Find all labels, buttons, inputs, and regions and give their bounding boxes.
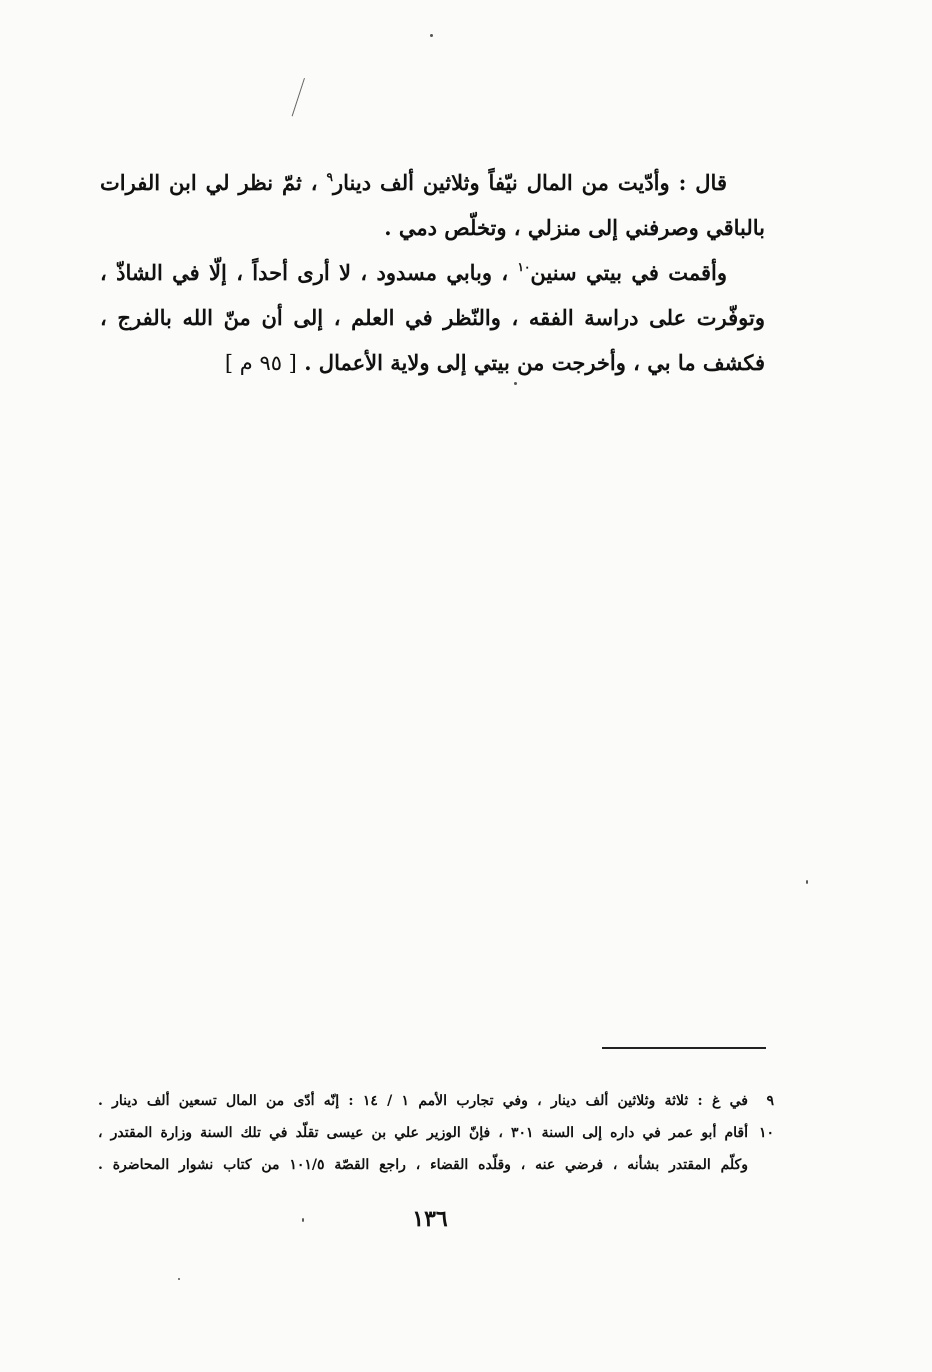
paragraph-text: قال : وأدّيت من المال نيّفاً وثلاثين ألف دينار <box>333 170 727 195</box>
footnote-line: وكلّم المقتدر بشأنه ، فرضي عنه ، وقلّده القضاء ، راجع القصّة ١٠١/٥ من كتاب نشوار المحاضرة . <box>98 1157 748 1173</box>
paragraph-text: ، وبابي مسدود ، لا أرى أحداً ، إلّا في الشاذّ ، وتوفّرت على دراسة الفقه ، والنّظر في العلم ، إلى أن منّ الله بالفرج ، فكشف ما بي ، وأخرجت من بيتي إلى ولاية الأعمال . <box>100 260 765 375</box>
page-reference: [ ٩٥ م ] <box>224 351 297 375</box>
paragraph-text: ، ثمّ نظر لي ابن الفرات بالباقي وصرفني إلى منزلي ، وتخلّص دمي . <box>100 170 765 240</box>
page-number: ١٣٦ <box>412 1206 448 1232</box>
footnote-separator <box>602 1047 766 1049</box>
scan-speck <box>178 1278 180 1280</box>
paragraph-text: وأقمت في بيتي سنين <box>530 260 727 285</box>
main-text-block <box>100 160 765 386</box>
footnotes <box>98 1085 774 1181</box>
footnote-number: ٩ <box>766 1093 774 1109</box>
scan-speck <box>302 1218 304 1222</box>
footnote-text <box>98 1117 748 1181</box>
footnote-line: في غ : ثلاثة وثلاثين ألف دينار ، وفي تجارب الأمم ١ / ١٤ : إنّه أدّى من المال تسعين ألف دينار . <box>98 1093 748 1109</box>
footnote-item <box>98 1117 774 1181</box>
scan-speck <box>430 34 433 37</box>
footnote-reference: ١٠ <box>517 260 531 274</box>
footnote-number: ١٠ <box>758 1125 774 1141</box>
paragraph <box>100 250 765 386</box>
footnote-item <box>98 1085 774 1117</box>
scan-scratch <box>292 78 305 116</box>
scan-speck <box>806 880 808 884</box>
footnote-reference: ٩ <box>326 170 333 184</box>
footnote-line: أقام أبو عمر في داره إلى السنة ٣٠١ ، فإنّ الوزير علي بن عيسى تقلّد في تلك السنة وزارة المقتدر ، <box>98 1125 748 1141</box>
paragraph <box>100 160 765 250</box>
footnote-text <box>98 1085 748 1117</box>
